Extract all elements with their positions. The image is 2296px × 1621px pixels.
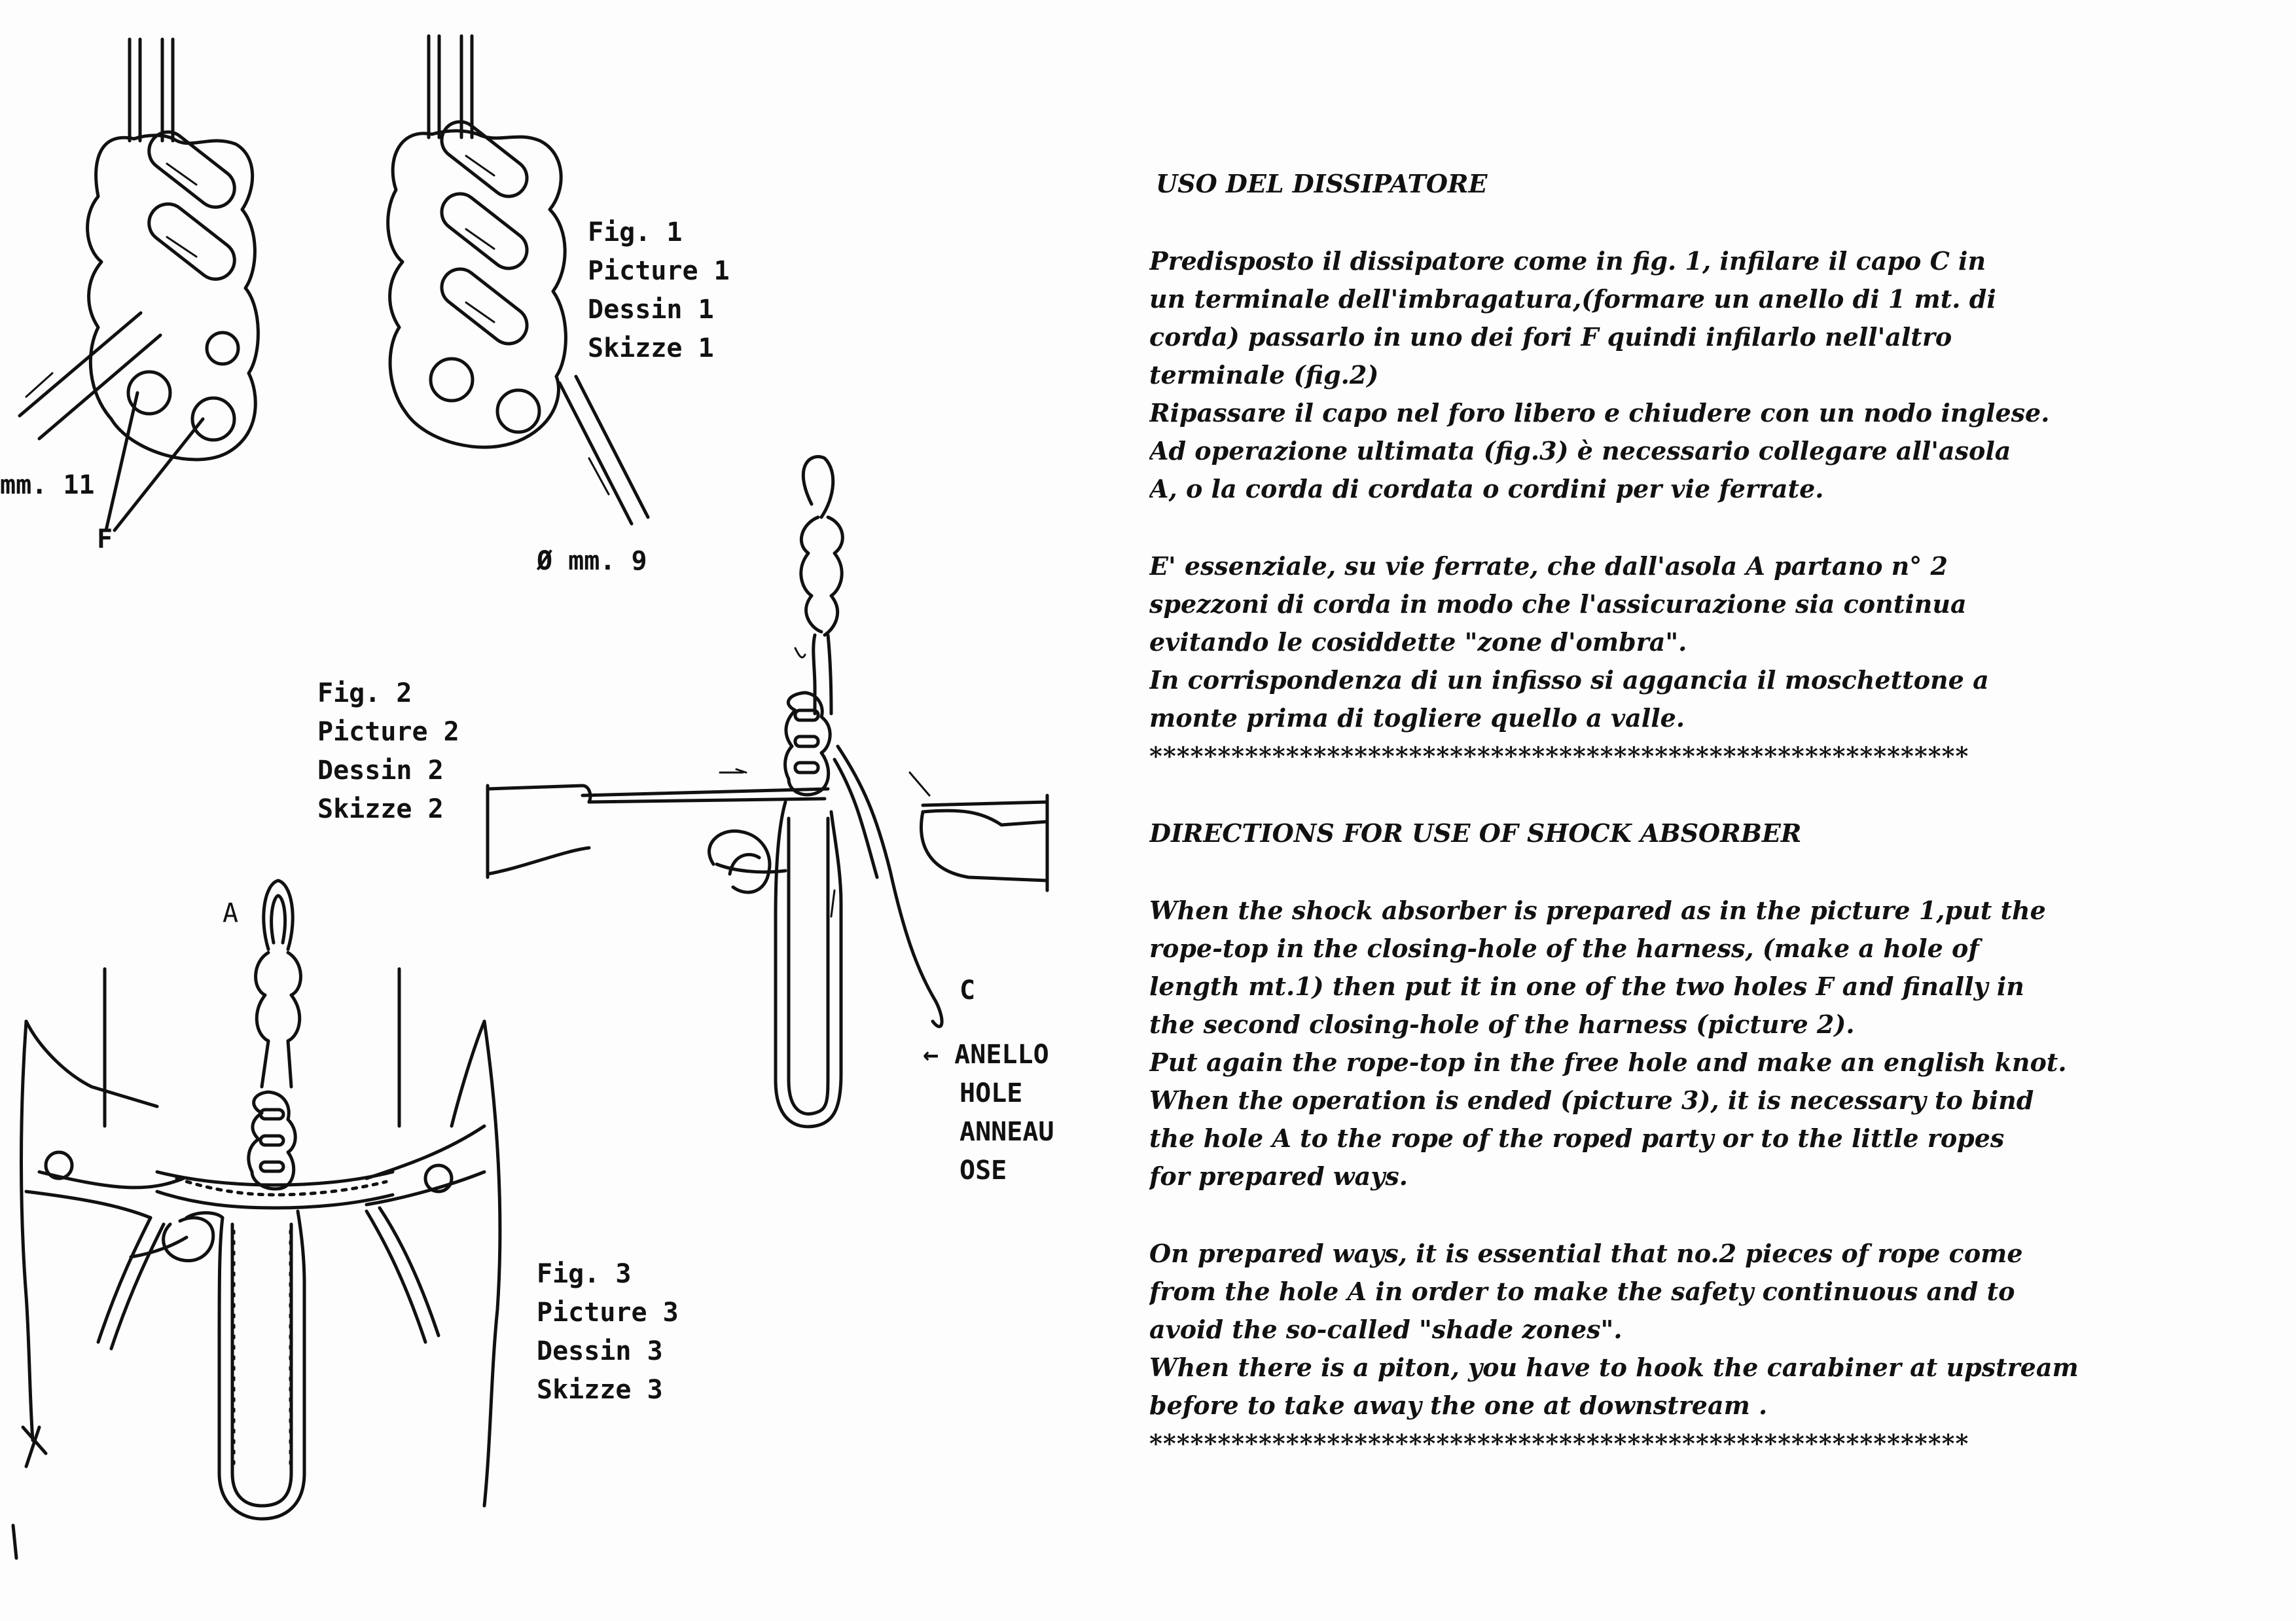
text-line: A, o la corda di cordata o cordini per vie ferrate.: [1149, 474, 1824, 503]
fig3-caption-line: Fig. 3: [537, 1259, 632, 1289]
text-line: In corrispondenza di un infisso si aggancia il moschettone a: [1149, 665, 1989, 695]
text-line: When there is a piton, you have to hook the carabiner at upstream: [1149, 1353, 2079, 1382]
text-line: length mt.1) then put it in one of the two holes F and finally in: [1149, 972, 2024, 1001]
text-line: corda) passarlo in uno dei fori F quindi infilarlo nell'altro: [1149, 322, 1952, 352]
fig3-caption-line: Picture 3: [537, 1298, 679, 1328]
fig1-holes-f-label: F: [97, 524, 113, 555]
fig1-caption-line: Fig. 1: [588, 217, 683, 247]
fig2-hole-label-line: ← ANELLO: [923, 1040, 1049, 1070]
fig1-caption-line: Skizze 1: [588, 333, 714, 363]
fig1-caption-line: Dessin 1: [588, 295, 714, 325]
fig1-diameter-9-label: Ø mm. 9: [537, 546, 647, 576]
text-line: the hole A to the rope of the roped party or to the little ropes: [1149, 1123, 2005, 1153]
text-line: for prepared ways.: [1149, 1161, 1408, 1191]
fig3-caption: [537, 1255, 679, 1410]
english-paragraph-1: [1149, 892, 2229, 1195]
text-line: rope-top in the closing-hole of the harness, (make a hole of: [1149, 934, 1979, 963]
fig2-caption-line: Fig. 2: [317, 678, 412, 708]
english-paragraph-2: [1149, 1235, 2229, 1425]
fig2-hole-label-line: HOLE: [960, 1078, 1023, 1108]
text-line: monte prima di togliere quello a valle.: [1149, 703, 1685, 733]
italian-paragraph-2: [1149, 547, 2229, 737]
fig2-rope-end-c-label: C: [960, 975, 976, 1006]
fig2-caption-line: Dessin 2: [317, 756, 444, 786]
text-line: before to take away the one at downstream .: [1149, 1391, 1768, 1420]
text-line: evitando le cosiddette "zone d'ombra".: [1149, 627, 1687, 657]
fig2-hole-label-line: OSE: [960, 1156, 1007, 1186]
fig1-left-dissipator-drawing: [20, 39, 258, 530]
fig2-hole-label: [923, 1036, 1054, 1190]
fig3-caption-line: Dessin 3: [537, 1336, 663, 1366]
text-line: avoid the so-called "shade zones".: [1149, 1315, 1623, 1344]
text-line: When the shock absorber is prepared as in the picture 1,put the: [1149, 896, 2046, 925]
text-line: Put again the rope-top in the free hole and make an english knot.: [1149, 1047, 2067, 1077]
text-line: E' essenziale, su vie ferrate, che dall'asola A partano n° 2: [1149, 551, 1948, 581]
italian-paragraph-1: [1149, 242, 2229, 508]
fig3-harness-drawing: [13, 881, 500, 1558]
fig1-caption: [588, 213, 730, 368]
text-line: the second closing-hole of the harness (picture 2).: [1149, 1010, 1855, 1039]
text-line: terminale (fig.2): [1149, 360, 1379, 390]
fig1-diameter-11-label: mm. 11: [0, 470, 95, 500]
text-line: When the operation is ended (picture 3), it is necessary to bind: [1149, 1085, 2034, 1115]
text-line: spezzoni di corda in modo che l'assicurazione sia continua: [1149, 589, 1967, 619]
text-line: Ripassare il capo nel foro libero e chiudere con un nodo inglese.: [1149, 398, 2050, 428]
separator-line: ************************************************************: [1149, 741, 1969, 771]
fig3-loop-a-label: A: [223, 898, 239, 928]
text-line: from the hole A in order to make the safety continuous and to: [1149, 1277, 2015, 1306]
english-heading: DIRECTIONS FOR USE OF SHOCK ABSORBER: [1149, 818, 1802, 848]
fig1-caption-line: Picture 1: [588, 256, 730, 286]
fig3-caption-line: Skizze 3: [537, 1375, 663, 1405]
italian-heading: USO DEL DISSIPATORE: [1156, 169, 1488, 198]
separator-line: ************************************************************: [1149, 1429, 1969, 1458]
fig2-caption: [317, 674, 459, 829]
instructions-text-column: [1149, 165, 2229, 1463]
text-line: On prepared ways, it is essential that no.2 pieces of rope come: [1149, 1239, 2023, 1268]
fig2-caption-line: Picture 2: [317, 717, 459, 747]
fig2-caption-line: Skizze 2: [317, 794, 444, 824]
text-line: un terminale dell'imbragatura,(formare un anello di 1 mt. di: [1149, 284, 1996, 314]
text-line: Ad operazione ultimata (fig.3) è necessario collegare all'asola: [1149, 436, 2011, 465]
fig2-hole-label-line: ANNEAU: [960, 1117, 1054, 1147]
text-line: Predisposto il dissipatore come in fig. 1, infilare il capo C in: [1149, 246, 1986, 276]
